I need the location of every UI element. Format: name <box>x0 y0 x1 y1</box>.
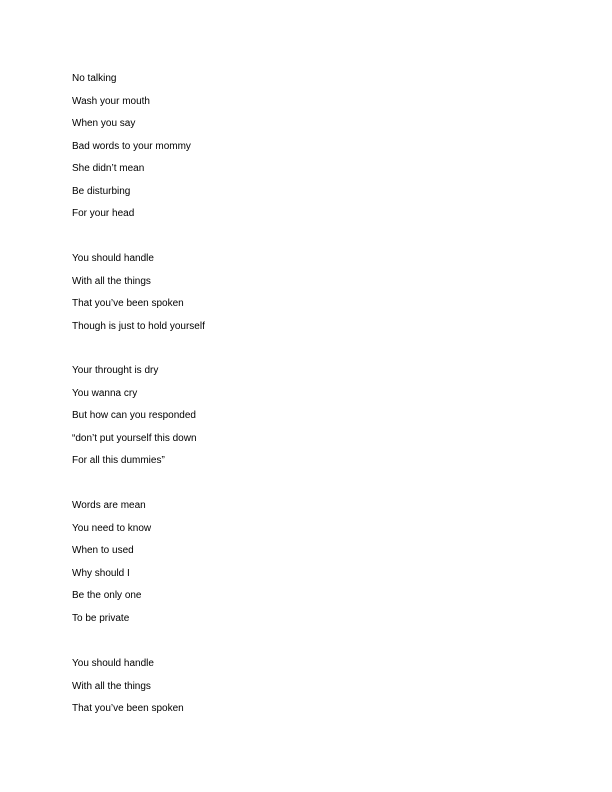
poem-line: To be private <box>72 612 130 624</box>
poem-line: Words are mean <box>72 500 146 511</box>
poem-line: That you’ve been spoken <box>72 703 184 714</box>
stanza-4 <box>72 499 532 634</box>
stanza-1 <box>72 72 532 230</box>
poem-line: Be disturbing <box>72 185 131 197</box>
poem-line: Bad words to your mommy <box>72 140 191 152</box>
poem-line: You should handle <box>72 658 154 669</box>
poem-line: Be the only one <box>72 590 142 601</box>
poem-line: You need to know <box>72 522 152 534</box>
poem-line: With all the things <box>72 275 151 287</box>
poem-line: That you’ve been spoken <box>72 298 184 309</box>
poem-line: For all this dummies” <box>72 455 165 466</box>
poem-line: Why should I <box>72 567 130 579</box>
poem-line: But how can you responded <box>72 410 196 421</box>
poem-line: You wanna cry <box>72 387 138 399</box>
poem-line: With all the things <box>72 680 151 692</box>
poem-line: “don’t put yourself this down <box>72 432 197 444</box>
poem-line: She didn’t mean <box>72 163 145 174</box>
poem-line: Your throught is dry <box>72 365 159 376</box>
poem-line: You should handle <box>72 253 154 264</box>
poem-line: Wash your mouth <box>72 95 150 107</box>
poem-line: For your head <box>72 208 135 219</box>
stanza-3 <box>72 364 532 477</box>
poem-line: No talking <box>72 73 117 84</box>
stanza-2 <box>72 252 532 342</box>
stanza-5 <box>72 657 532 725</box>
poem-line: Though is just to hold yourself <box>72 320 205 332</box>
poem-line: When you say <box>72 118 136 129</box>
poem-line: When to used <box>72 545 134 556</box>
